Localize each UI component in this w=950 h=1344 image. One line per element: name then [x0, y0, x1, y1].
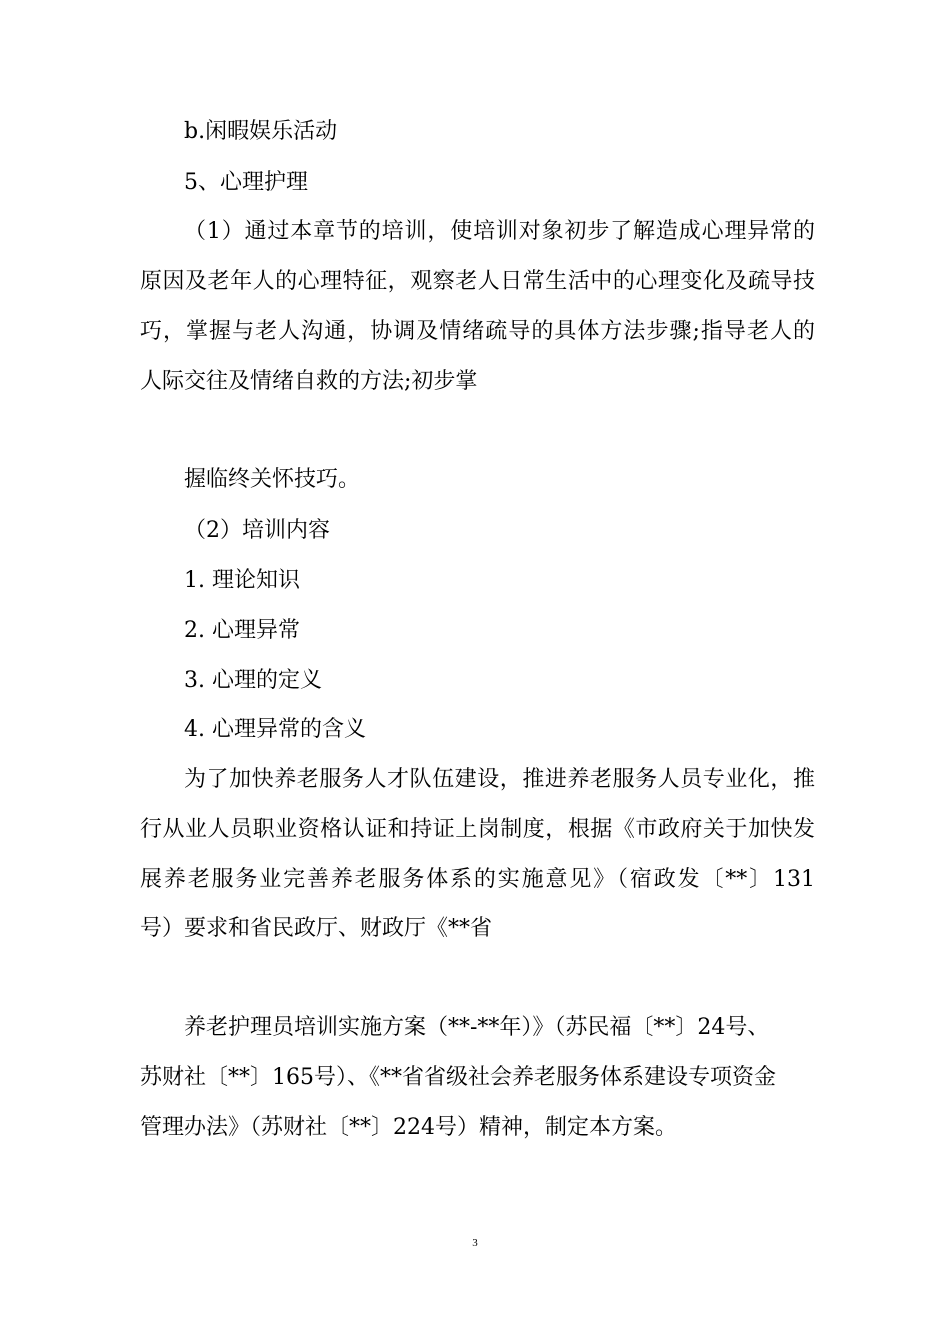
- list-item: 1. 理论知识: [184, 568, 300, 593]
- list-item: 3. 心理的定义: [184, 668, 322, 693]
- paragraph-line: 苏财社〔**〕165号）、《**省省级社会养老服务体系建设专项资金: [140, 1065, 776, 1090]
- paragraph-line: （1）通过本章节的培训，使培训对象初步了解造成心理异常的: [184, 219, 815, 244]
- paragraph-line: 人际交往及情绪自救的方法;初步掌: [140, 369, 478, 394]
- section-heading-psychological-care: 5、心理护理: [184, 170, 308, 195]
- paragraph-line: 号）要求和省民政厅、财政厅《**省: [140, 916, 493, 941]
- subheading-training-content: （2）培训内容: [184, 518, 330, 543]
- list-item: 4. 心理异常的含义: [184, 717, 366, 742]
- paragraph-line: 为了加快养老服务人才队伍建设，推进养老服务人员专业化，推: [184, 767, 815, 792]
- paragraph-line: 巧，掌握与老人沟通，协调及情绪疏导的具体方法步骤;指导老人的: [140, 319, 815, 344]
- text-line-leisure-activities: b.闲暇娱乐活动: [184, 119, 338, 144]
- paragraph-line: 原因及老年人的心理特征，观察老人日常生活中的心理变化及疏导技: [140, 269, 815, 294]
- paragraph-line: 行从业人员职业资格认证和持证上岗制度，根据《市政府关于加快发: [140, 817, 815, 842]
- page-number: 3: [472, 1237, 478, 1249]
- paragraph-line: 养老护理员培训实施方案（**-**年）》（苏民福〔**〕24号、: [184, 1015, 770, 1040]
- paragraph-line: 展养老服务业完善养老服务体系的实施意见》（宿政发〔**〕131: [140, 867, 815, 892]
- list-item: 2. 心理异常: [184, 618, 300, 643]
- paragraph-line: 握临终关怀技巧。: [184, 467, 361, 492]
- paragraph-line: 管理办法》（苏财社〔**〕224号）精神，制定本方案。: [140, 1115, 677, 1140]
